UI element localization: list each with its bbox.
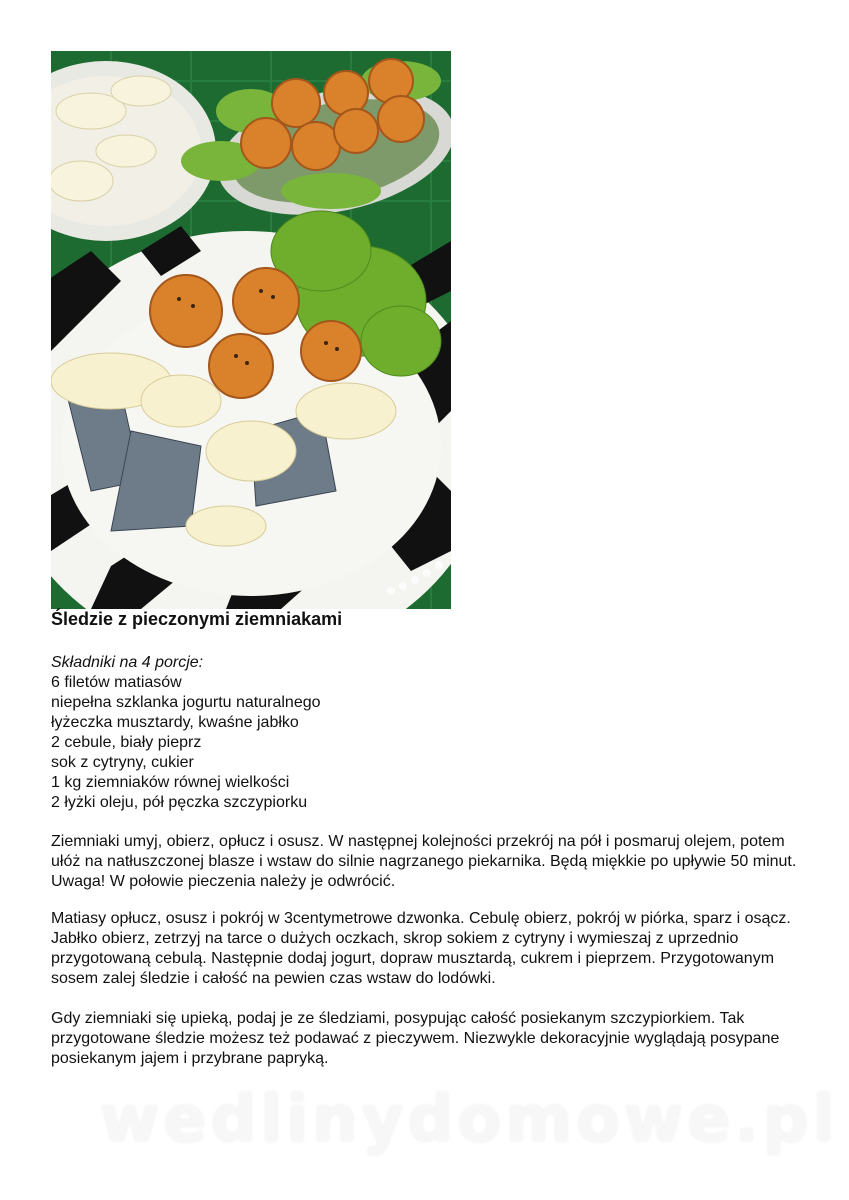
recipe-photo: [51, 51, 451, 609]
site-watermark: wedlinydomowe.pl: [100, 1083, 839, 1157]
ingredient-item: 1 kg ziemniaków równej wielkości: [51, 774, 290, 791]
ingredient-item: 2 łyżki oleju, pół pęczka szczypiorku: [51, 794, 308, 811]
ingredients-heading: Składniki na 4 porcje:: [51, 654, 204, 671]
ingredient-item: sok z cytryny, cukier: [51, 754, 194, 771]
ingredient-item: łyżeczka musztardy, kwaśne jabłko: [51, 714, 299, 731]
instructions-paragraph-3: Gdy ziemniaki się upieką, podaj je ze śledziami, posypując całość posiekanym szczypiorkiem. Tak przygotowane śledzie możesz też podawać z pieczywem. Niezwykle dekoracyjnie wyglądają posypane posiekanym jajem i przybrane papryką.: [51, 1010, 780, 1067]
ingredients-list: [51, 653, 321, 813]
recipe-title: Śledzie z pieczonymi ziemniakami: [51, 609, 343, 629]
ingredient-item: niepełna szklanka jogurtu naturalnego: [51, 694, 321, 711]
instructions-paragraph-2: Matiasy opłucz, osusz i pokrój w 3centymetrowe dzwonka. Cebulę obierz, pokrój w piórka, sparz i osącz. Jabłko obierz, zetrzyj na tarce o dużych oczkach, skrop sokiem z cytryny i wymieszaj z uprzednio przygotowaną cebulą. Następnie dodaj jogurt, dopraw musztardą, cukrem i pieprzem. Przygotowanym sosem zalej śledzie i całość na pewien czas wstaw do lodówki.: [51, 910, 791, 987]
instructions-paragraph-1: Ziemniaki umyj, obierz, opłucz i osusz. W następnej kolejności przekrój na pół i posmaruj olejem, potem ułóż na natłuszczonej blasze i wstaw do silnie nagrzanego piekarnika. Będą miękkie po upływie 50 minut. Uwaga! W połowie pieczenia należy je odwrócić.: [51, 833, 797, 890]
ingredient-item: 2 cebule, biały pieprz: [51, 734, 202, 751]
ingredient-item: 6 filetów matiasów: [51, 674, 182, 691]
herring-dish-image: [51, 51, 451, 609]
